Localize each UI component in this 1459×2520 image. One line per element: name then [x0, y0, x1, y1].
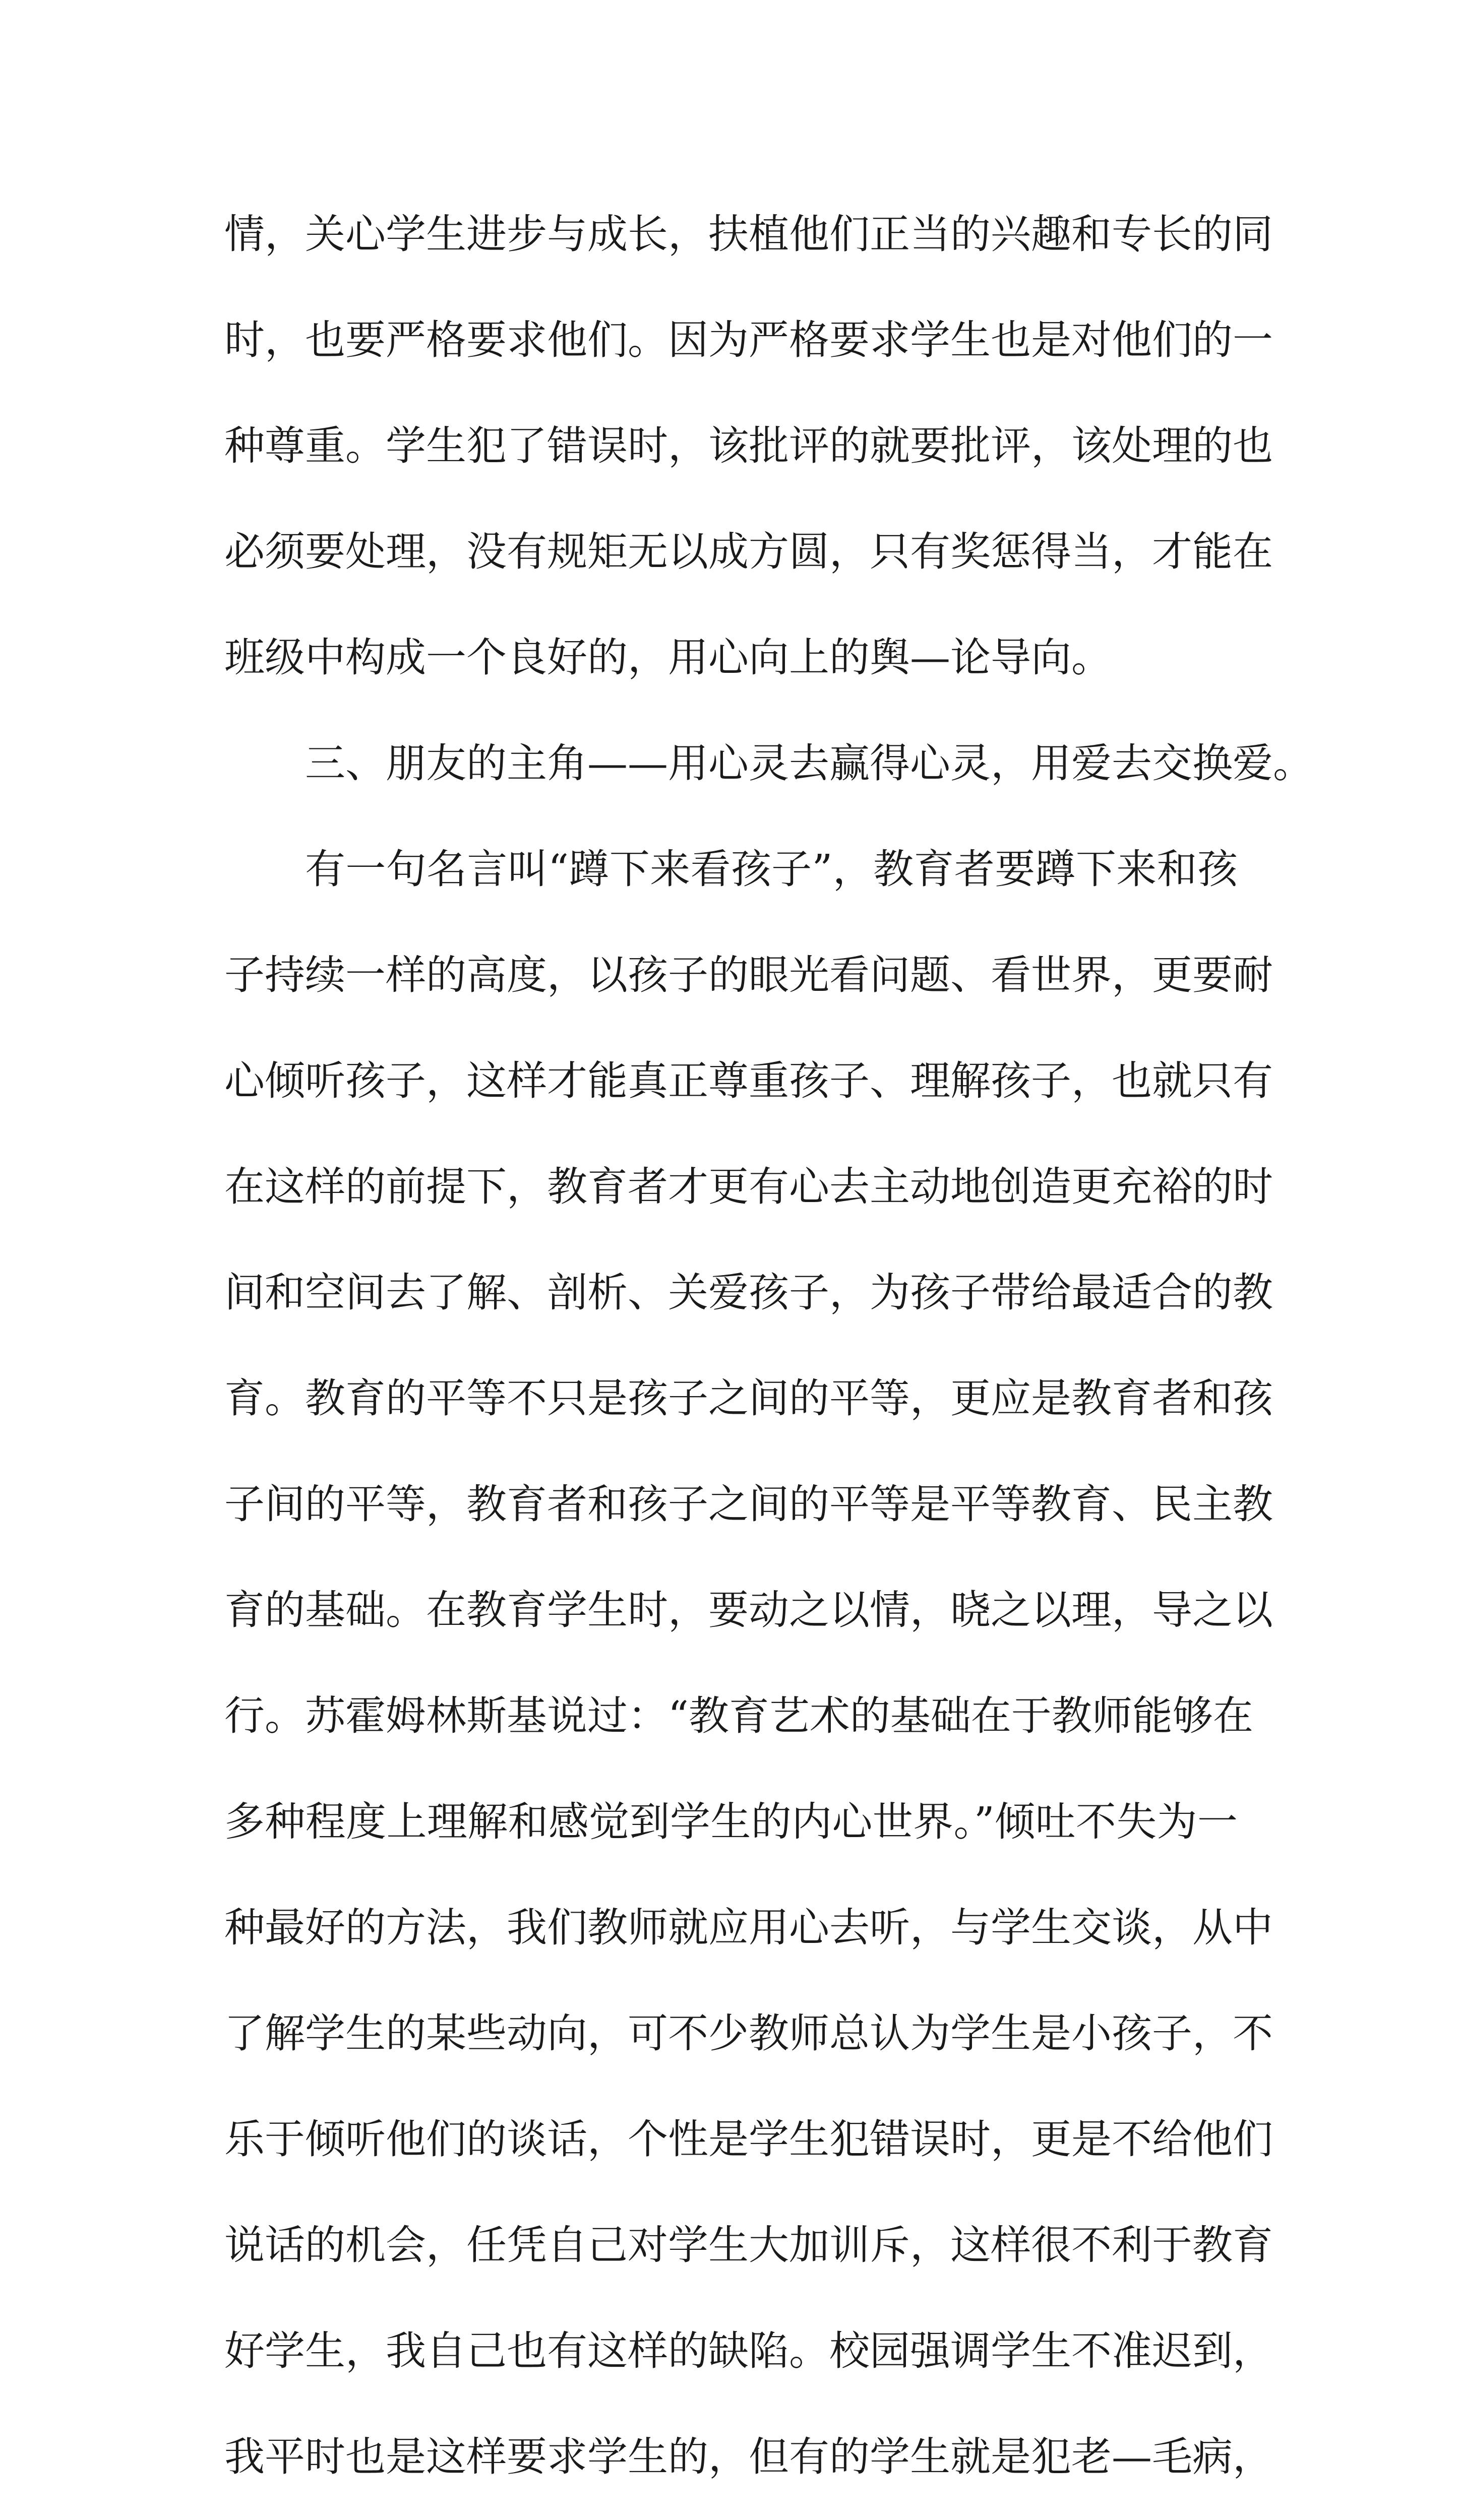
text-line: 了解学生的某些动向，可不少教师总认为学生是小孩子，不 [224, 2010, 1273, 2057]
text-line: 种最好的方法，我们教师就应用心去听，与学生交谈，从中 [224, 1904, 1273, 1951]
text-line: 种尊重。学生犯了错误时，该批评的就要批评，该处理的也 [224, 422, 1273, 469]
text-line: 育。教育的平等不只是孩子之间的平等，更应是教育者和孩 [224, 1375, 1273, 1422]
section-heading: 三、朋友的主角——用心灵去赢得心灵，用爱去交换爱。 [305, 740, 1313, 787]
text-line: 必须要处理，没有规矩无以成方圆，只有奖惩得当，才能在 [224, 528, 1273, 575]
text-line: 子间的平等，教育者和孩子之间的平等是平等教育、民主教 [224, 1481, 1273, 1528]
text-line: 班级中构成一个良好的，用心向上的舆—论导向。 [224, 634, 1112, 681]
text-line: 好学生，我自己也有这样的缺陷。校园强调学生不准迟到， [224, 2327, 1273, 2374]
text-line: 间和空间去了解、剖析、关爱孩子，为孩子带给最适合的教 [224, 1269, 1273, 1316]
text-line [224, 2510, 1238, 2520]
text-line: 说话的机会，任凭自己对学生大加训斥，这样很不利于教育 [224, 2222, 1273, 2269]
text-line: 子持续一样的高度，以孩子的眼光看问题、看世界，更要耐 [224, 952, 1273, 998]
text-line: 在这样的前提下，教育者才更有心去主动地创造更充裕的时 [224, 1163, 1273, 1210]
text-line: 情，关心学生进步与成长，扶植他们正当的兴趣和专长的同 [224, 211, 1273, 258]
text-line: 育的基础。在教育学生时，要动之以情，晓之以理，导之以 [224, 1587, 1273, 1633]
text-line: 行。苏霍姆林斯基说过：“教育艺术的基础在于教师能够在 [224, 1692, 1253, 1739]
text-line: 乐于倾听他们的谈话，个性是学生犯错误时，更是不给他们 [224, 2116, 1273, 2163]
text-line: 心倾听孩子，这样才能真正尊重孩子、理解孩子，也就只有 [224, 1057, 1273, 1104]
text-line: 有一句名言叫“蹲下来看孩子”，教育者要蹲下来和孩 [305, 846, 1238, 893]
body-text [224, 181, 1313, 2520]
text-line: 我平时也是这样要求学生的，但有的学生就是犯老—毛病， [224, 2433, 1273, 2480]
text-line: 时，也要严格要求他们。因为严格要求学生也是对他们的一 [224, 317, 1273, 363]
text-line: 多种程度上理解和感觉到学生的内心世界。”倾吐不失为一 [224, 1798, 1238, 1845]
